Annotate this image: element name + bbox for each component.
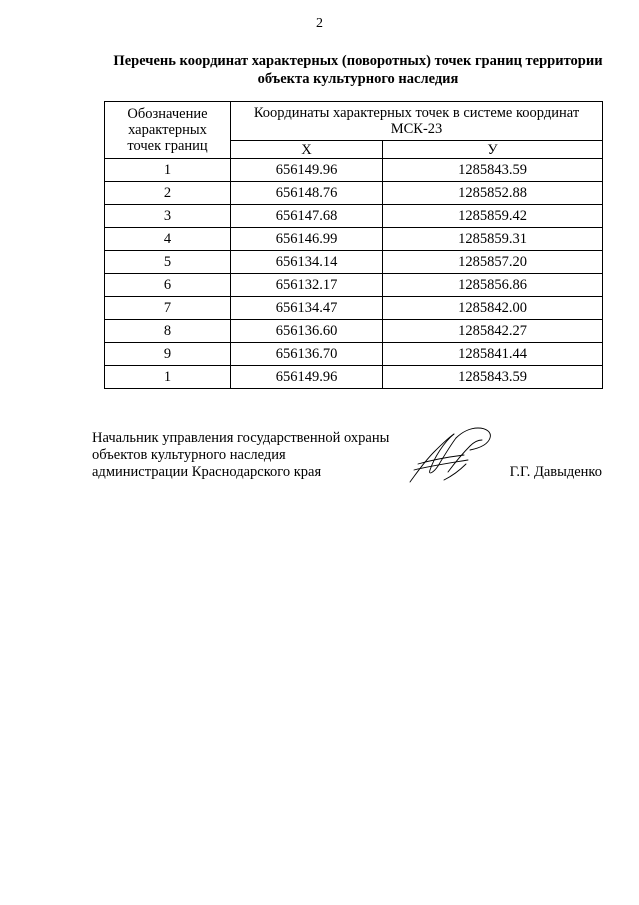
x-cell: 656149.96 [231,159,383,182]
point-cell: 8 [105,320,231,343]
x-cell: 656134.47 [231,297,383,320]
x-cell: 656136.60 [231,320,383,343]
y-cell: 1285859.31 [383,228,603,251]
page-number: 2 [316,16,323,31]
point-designation-header-line-2: характерных [128,122,207,138]
table-row [105,366,603,389]
y-cell: 1285852.88 [383,182,603,205]
point-cell: 3 [105,205,231,228]
x-cell: 656132.17 [231,274,383,297]
point-cell: 2 [105,182,231,205]
point-cell: 4 [105,228,231,251]
table-row [105,274,603,297]
y-cell: 1285857.20 [383,251,603,274]
table-row [105,159,603,182]
table-row [105,297,603,320]
point-cell: 5 [105,251,231,274]
point-cell: 6 [105,274,231,297]
point-designation-header-line-1: Обозначение [127,106,208,122]
signatory-position-line-1: Начальник управления государственной охраны [92,430,390,446]
x-cell: 656146.99 [231,228,383,251]
y-cell: 1285842.00 [383,297,603,320]
signatory-position [92,430,389,481]
point-designation-header [105,102,231,159]
signatory-name: Г.Г. Давыденко [509,464,602,480]
table-row [105,251,603,274]
coordinate-system-header [231,102,603,141]
document-title-line-1: Перечень координат характерных (поворотных) точек границ территории [113,53,603,69]
point-cell: 1 [105,159,231,182]
signature-block [92,430,602,490]
document-title [88,52,628,88]
table-row [105,228,603,251]
coordinate-system-header-line-2: МСК-23 [390,121,443,137]
table-row [105,182,603,205]
y-cell: 1285842.27 [383,320,603,343]
y-cell: 1285843.59 [383,159,603,182]
y-cell: 1285843.59 [383,366,603,389]
x-cell: 656147.68 [231,205,383,228]
signatory-position-line-2: объектов культурного наследия [92,447,286,463]
document-title-line-2: объекта культурного наследия [257,71,459,87]
x-column-header: Х [231,141,383,159]
table-row [105,205,603,228]
y-cell: 1285841.44 [383,343,603,366]
table-header-row [105,102,603,141]
point-designation-header-line-3: точек границ [127,138,208,154]
table-row [105,343,603,366]
x-cell: 656149.96 [231,366,383,389]
point-cell: 1 [105,366,231,389]
coordinates-table [104,101,603,389]
signatory-position-line-3: администрации Краснодарского края [92,464,322,480]
x-cell: 656148.76 [231,182,383,205]
y-cell: 1285856.86 [383,274,603,297]
table-row [105,320,603,343]
y-column-header: У [383,141,603,159]
y-cell: 1285859.42 [383,205,603,228]
handwritten-signature [404,424,500,486]
x-cell: 656134.14 [231,251,383,274]
point-cell: 9 [105,343,231,366]
point-cell: 7 [105,297,231,320]
x-cell: 656136.70 [231,343,383,366]
coordinate-system-header-line-1: Координаты характерных точек в системе координат [253,105,580,121]
